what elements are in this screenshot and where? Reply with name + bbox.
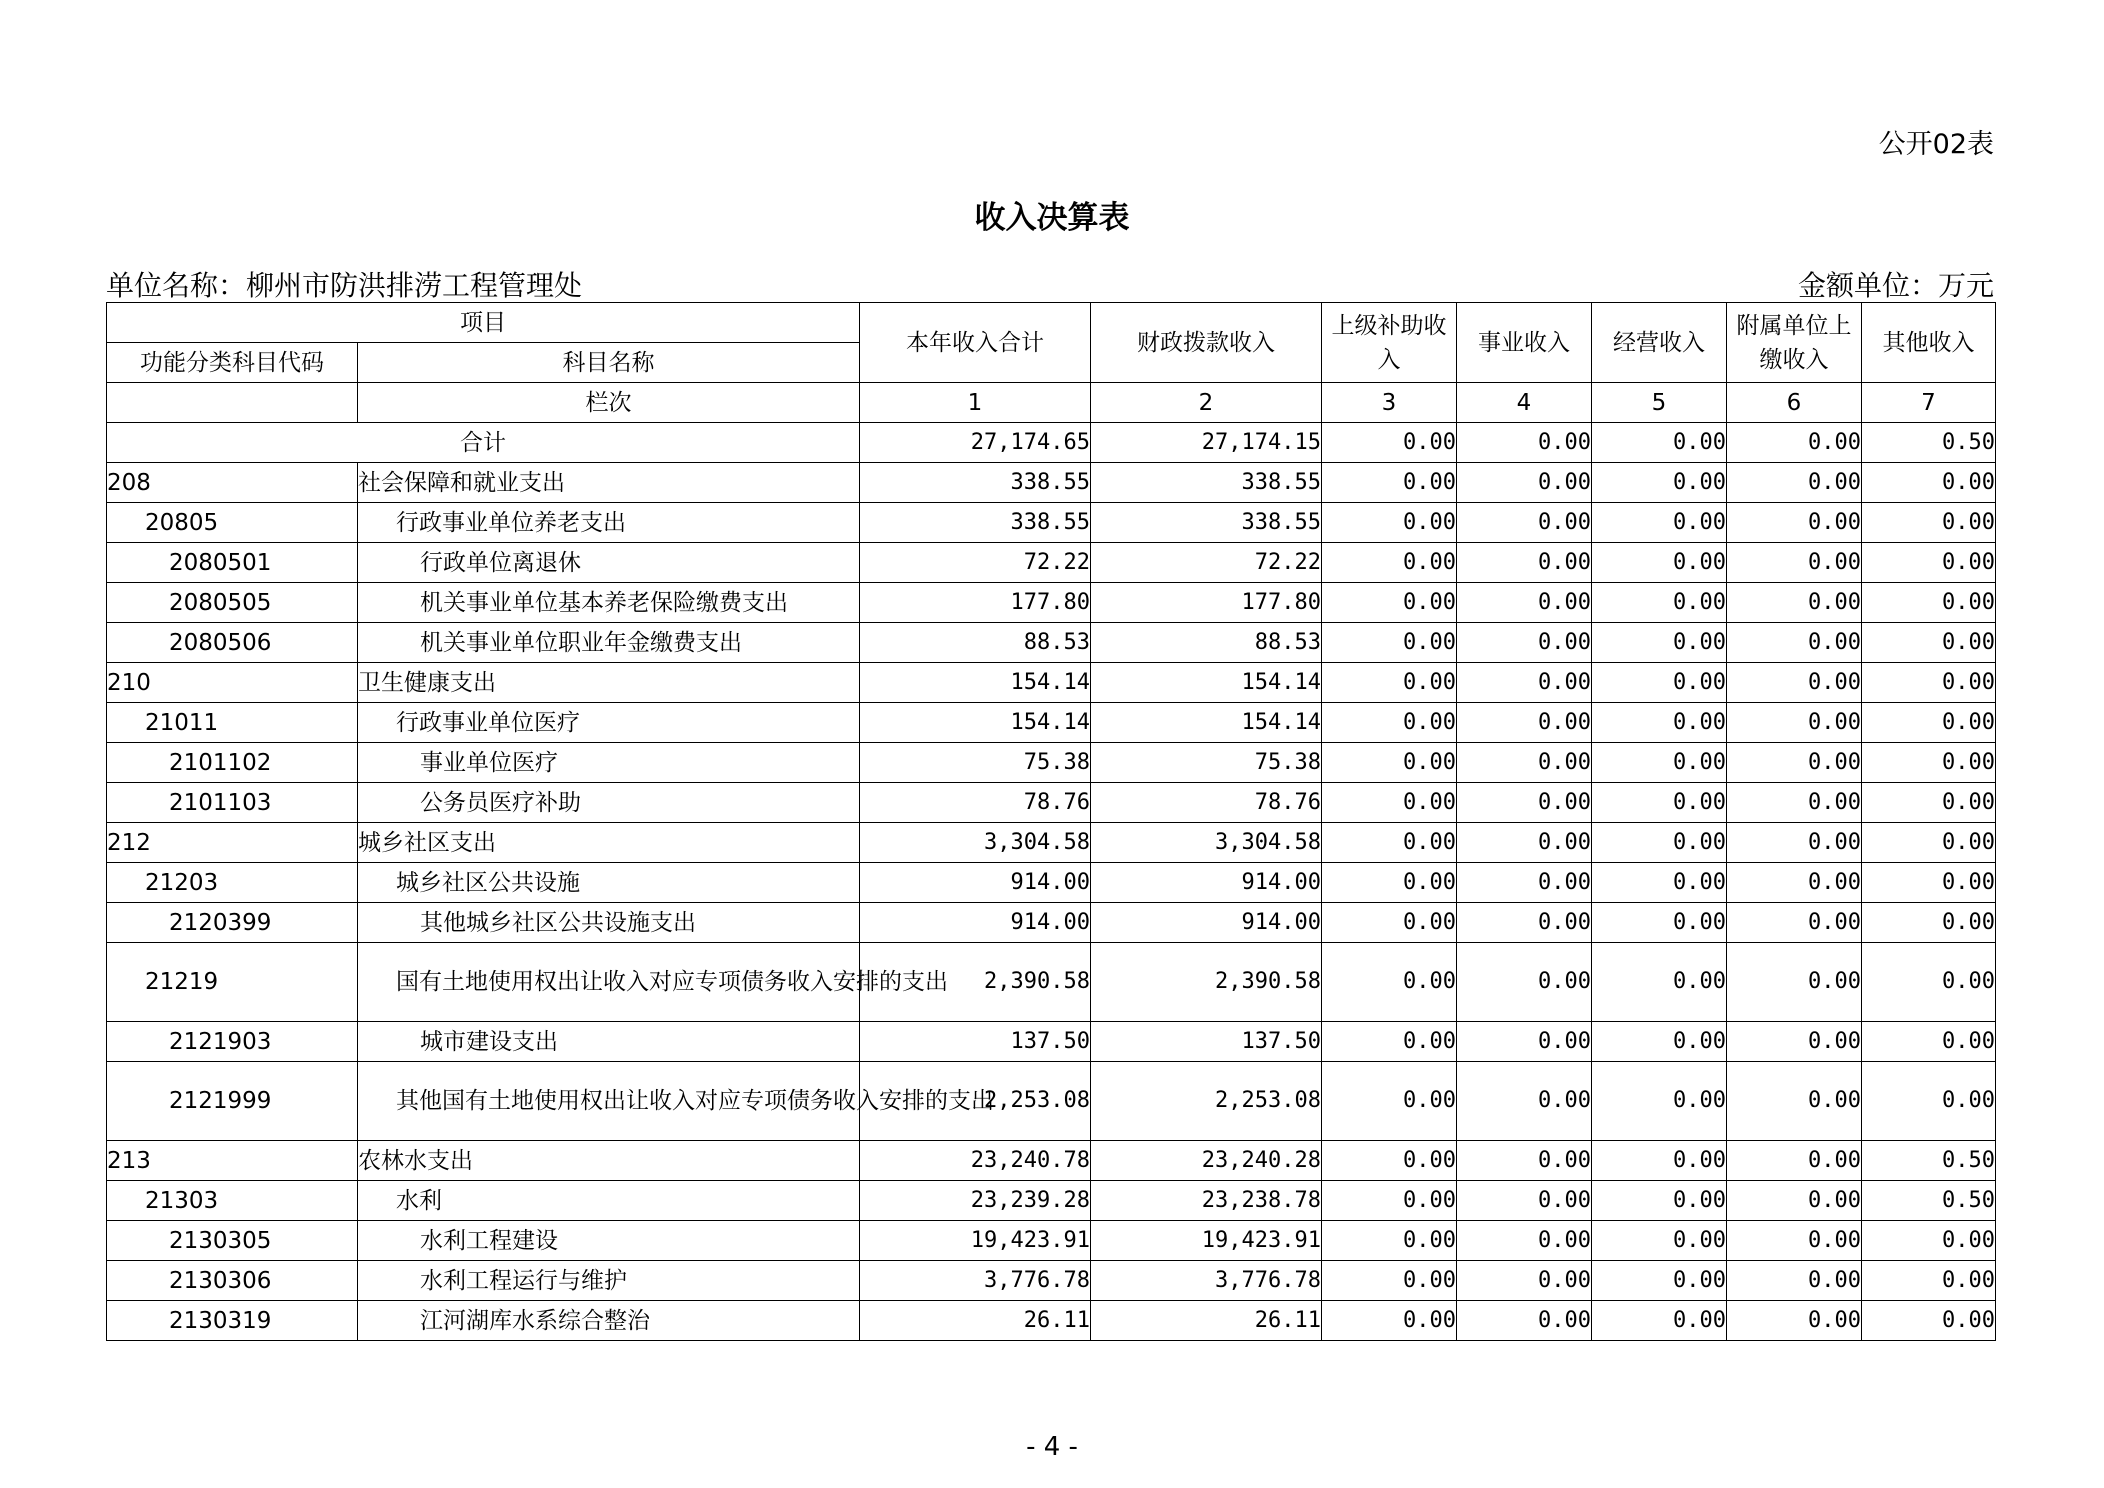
- column-number: 6: [1727, 383, 1862, 423]
- table-row: [107, 663, 1996, 703]
- amount-cell: 0.00: [1322, 1062, 1457, 1141]
- total-label: 合计: [107, 423, 860, 463]
- column-number-row: [107, 383, 1996, 423]
- amount-cell: 0.00: [1322, 1181, 1457, 1221]
- amount-cell: 0.00: [1592, 623, 1727, 663]
- function-code-cell: 2130306: [107, 1261, 358, 1301]
- amount-cell: 0.00: [1457, 1221, 1592, 1261]
- amount-cell: 0.00: [1727, 1022, 1862, 1062]
- function-code-cell: 2080506: [107, 623, 358, 663]
- amount-cell: 0.00: [1592, 663, 1727, 703]
- amount-cell: 3,304.58: [1091, 823, 1322, 863]
- amount-cell: 0.00: [1322, 1141, 1457, 1181]
- amount-cell: 0.00: [1322, 583, 1457, 623]
- function-code-cell: 210: [107, 663, 358, 703]
- amount-cell: 0.00: [1727, 703, 1862, 743]
- amount-cell: 914.00: [860, 863, 1091, 903]
- amount-cell: 72.22: [860, 543, 1091, 583]
- amount-cell: 26.11: [1091, 1301, 1322, 1341]
- table-row: [107, 1022, 1996, 1062]
- function-code-cell: 2120399: [107, 903, 358, 943]
- amount-unit: 金额单位：万元: [1797, 269, 1994, 302]
- header-other: 其他收入: [1862, 303, 1996, 383]
- total-value: 27,174.65: [860, 423, 1091, 463]
- function-code-cell: 21219: [107, 943, 358, 1022]
- amount-cell: 0.00: [1322, 1022, 1457, 1062]
- amount-cell: 0.00: [1862, 623, 1996, 663]
- amount-cell: 0.00: [1862, 663, 1996, 703]
- function-code-cell: 2130319: [107, 1301, 358, 1341]
- amount-cell: 23,238.78: [1091, 1181, 1322, 1221]
- amount-cell: 3,776.78: [860, 1261, 1091, 1301]
- unit-info-line: [106, 264, 1994, 304]
- page-number: - 4 -: [1026, 1432, 1078, 1462]
- amount-cell: 0.00: [1862, 903, 1996, 943]
- table-row: [107, 943, 1996, 1022]
- subject-name-cell: 水利工程建设: [358, 1221, 860, 1261]
- header-superior: 上级补助收入: [1322, 303, 1457, 383]
- amount-cell: 0.00: [1457, 1301, 1592, 1341]
- amount-cell: 0.00: [1457, 663, 1592, 703]
- amount-cell: 0.00: [1457, 1181, 1592, 1221]
- amount-cell: 914.00: [860, 903, 1091, 943]
- amount-cell: 0.00: [1862, 783, 1996, 823]
- amount-cell: 0.00: [1457, 583, 1592, 623]
- amount-cell: 0.00: [1592, 1022, 1727, 1062]
- amount-cell: 75.38: [860, 743, 1091, 783]
- amount-cell: 88.53: [1091, 623, 1322, 663]
- amount-cell: 177.80: [1091, 583, 1322, 623]
- amount-cell: 0.00: [1457, 863, 1592, 903]
- amount-cell: 2,390.58: [860, 943, 1091, 1022]
- amount-cell: 19,423.91: [1091, 1221, 1322, 1261]
- amount-cell: 0.00: [1727, 583, 1862, 623]
- amount-cell: 0.00: [1727, 503, 1862, 543]
- amount-cell: 0.50: [1862, 1141, 1996, 1181]
- amount-cell: 338.55: [1091, 463, 1322, 503]
- function-code-cell: 2080501: [107, 543, 358, 583]
- amount-cell: 0.00: [1862, 583, 1996, 623]
- total-value: 0.00: [1727, 423, 1862, 463]
- amount-cell: 0.00: [1592, 703, 1727, 743]
- amount-cell: 2,390.58: [1091, 943, 1322, 1022]
- amount-cell: 0.00: [1862, 823, 1996, 863]
- column-number: 2: [1091, 383, 1322, 423]
- amount-cell: 0.00: [1457, 823, 1592, 863]
- header-item: 项目: [107, 303, 860, 343]
- function-code-cell: 212: [107, 823, 358, 863]
- amount-cell: 137.50: [860, 1022, 1091, 1062]
- amount-cell: 0.00: [1322, 903, 1457, 943]
- amount-cell: 0.00: [1862, 863, 1996, 903]
- amount-cell: 0.00: [1727, 1301, 1862, 1341]
- amount-cell: 0.00: [1862, 943, 1996, 1022]
- total-value: 0.50: [1862, 423, 1996, 463]
- table-row: [107, 503, 1996, 543]
- header-operating: 经营收入: [1592, 303, 1727, 383]
- amount-cell: 23,239.28: [860, 1181, 1091, 1221]
- subject-name-cell: 农林水支出: [358, 1141, 860, 1181]
- amount-cell: 0.00: [1862, 1062, 1996, 1141]
- amount-cell: 0.00: [1592, 1261, 1727, 1301]
- subject-name-cell: 行政单位离退休: [358, 543, 860, 583]
- subject-name-cell: 城乡社区支出: [358, 823, 860, 863]
- amount-cell: 0.00: [1322, 463, 1457, 503]
- unit-name: 单位名称：柳州市防洪排涝工程管理处: [106, 269, 583, 302]
- amount-cell: 0.00: [1322, 663, 1457, 703]
- total-value: 0.00: [1457, 423, 1592, 463]
- total-row: [107, 423, 1996, 463]
- header-subject-name: 科目名称: [358, 343, 860, 383]
- amount-cell: 137.50: [1091, 1022, 1322, 1062]
- amount-cell: 0.00: [1457, 503, 1592, 543]
- amount-cell: 0.00: [1862, 1301, 1996, 1341]
- amount-cell: 0.00: [1322, 743, 1457, 783]
- amount-cell: 0.00: [1862, 1261, 1996, 1301]
- table-row: [107, 1301, 1996, 1341]
- table-row: [107, 463, 1996, 503]
- amount-cell: 19,423.91: [860, 1221, 1091, 1261]
- amount-cell: 2,253.08: [1091, 1062, 1322, 1141]
- subject-name-cell: 卫生健康支出: [358, 663, 860, 703]
- amount-cell: 0.00: [1457, 703, 1592, 743]
- subject-name-cell: 行政事业单位养老支出: [358, 503, 860, 543]
- table-row: [107, 1181, 1996, 1221]
- amount-cell: 0.00: [1457, 623, 1592, 663]
- amount-cell: 0.00: [1727, 1062, 1862, 1141]
- amount-cell: 72.22: [1091, 543, 1322, 583]
- header-fiscal: 财政拨款收入: [1091, 303, 1322, 383]
- income-table: [106, 302, 1996, 1341]
- amount-cell: 0.00: [1862, 463, 1996, 503]
- column-number: 3: [1322, 383, 1457, 423]
- table-row: [107, 823, 1996, 863]
- amount-cell: 914.00: [1091, 863, 1322, 903]
- subject-name-cell: 水利: [358, 1181, 860, 1221]
- column-number-blank: [107, 383, 358, 423]
- form-number: 公开02表: [1878, 129, 1994, 160]
- header-business: 事业收入: [1457, 303, 1592, 383]
- amount-cell: 0.00: [1457, 903, 1592, 943]
- subject-name-cell: 其他国有土地使用权出让收入对应专项债务收入安排的支出: [358, 1062, 860, 1141]
- header-total: 本年收入合计: [860, 303, 1091, 383]
- table-row: [107, 903, 1996, 943]
- table-row: [107, 1141, 1996, 1181]
- subject-name-cell: 事业单位医疗: [358, 743, 860, 783]
- amount-cell: 0.00: [1862, 703, 1996, 743]
- amount-cell: 0.00: [1592, 903, 1727, 943]
- amount-cell: 0.00: [1322, 1301, 1457, 1341]
- amount-cell: 0.00: [1727, 903, 1862, 943]
- amount-cell: 0.50: [1862, 1181, 1996, 1221]
- amount-cell: 0.00: [1322, 1261, 1457, 1301]
- amount-cell: 0.00: [1592, 583, 1727, 623]
- amount-cell: 0.00: [1457, 1261, 1592, 1301]
- amount-cell: 88.53: [860, 623, 1091, 663]
- amount-cell: 0.00: [1322, 503, 1457, 543]
- amount-cell: 0.00: [1592, 463, 1727, 503]
- table-row: [107, 743, 1996, 783]
- table-row: [107, 623, 1996, 663]
- header-affiliate: 附属单位上缴收入: [1727, 303, 1862, 383]
- amount-cell: 0.00: [1727, 863, 1862, 903]
- amount-cell: 23,240.78: [860, 1141, 1091, 1181]
- amount-cell: 0.00: [1727, 1261, 1862, 1301]
- subject-name-cell: 行政事业单位医疗: [358, 703, 860, 743]
- page-title: 收入决算表: [974, 200, 1130, 236]
- column-number: 1: [860, 383, 1091, 423]
- column-number-label: 栏次: [358, 383, 860, 423]
- amount-cell: 0.00: [1322, 1221, 1457, 1261]
- amount-cell: 177.80: [860, 583, 1091, 623]
- amount-cell: 0.00: [1592, 503, 1727, 543]
- amount-cell: 0.00: [1727, 743, 1862, 783]
- amount-cell: 0.00: [1862, 743, 1996, 783]
- amount-cell: 2,253.08: [860, 1062, 1091, 1141]
- amount-cell: 154.14: [1091, 703, 1322, 743]
- amount-cell: 0.00: [1322, 623, 1457, 663]
- table-row: [107, 783, 1996, 823]
- amount-cell: 0.00: [1592, 1062, 1727, 1141]
- function-code-cell: 208: [107, 463, 358, 503]
- amount-cell: 0.00: [1322, 703, 1457, 743]
- amount-cell: 0.00: [1457, 943, 1592, 1022]
- amount-cell: 0.00: [1592, 783, 1727, 823]
- subject-name-cell: 城市建设支出: [358, 1022, 860, 1062]
- table-row: [107, 543, 1996, 583]
- amount-cell: 338.55: [1091, 503, 1322, 543]
- column-number: 4: [1457, 383, 1592, 423]
- amount-cell: 0.00: [1592, 743, 1727, 783]
- amount-cell: 23,240.28: [1091, 1141, 1322, 1181]
- amount-cell: 0.00: [1322, 943, 1457, 1022]
- amount-cell: 154.14: [860, 663, 1091, 703]
- function-code-cell: 2101103: [107, 783, 358, 823]
- amount-cell: 0.00: [1457, 1022, 1592, 1062]
- amount-cell: 0.00: [1727, 1141, 1862, 1181]
- function-code-cell: 2121903: [107, 1022, 358, 1062]
- subject-name-cell: 社会保障和就业支出: [358, 463, 860, 503]
- amount-cell: 154.14: [860, 703, 1091, 743]
- amount-cell: 0.00: [1862, 543, 1996, 583]
- amount-cell: 0.00: [1862, 1221, 1996, 1261]
- subject-name-cell: 江河湖库水系综合整治: [358, 1301, 860, 1341]
- header-row-1: [107, 303, 1996, 343]
- subject-name-cell: 公务员医疗补助: [358, 783, 860, 823]
- function-code-cell: 20805: [107, 503, 358, 543]
- amount-cell: 0.00: [1862, 503, 1996, 543]
- amount-cell: 914.00: [1091, 903, 1322, 943]
- table-row: [107, 1221, 1996, 1261]
- amount-cell: 0.00: [1727, 463, 1862, 503]
- amount-cell: 0.00: [1727, 823, 1862, 863]
- amount-cell: 0.00: [1592, 943, 1727, 1022]
- function-code-cell: 21203: [107, 863, 358, 903]
- function-code-cell: 21303: [107, 1181, 358, 1221]
- amount-cell: 26.11: [860, 1301, 1091, 1341]
- amount-cell: 0.00: [1862, 1022, 1996, 1062]
- amount-cell: 0.00: [1727, 943, 1862, 1022]
- amount-cell: 0.00: [1592, 863, 1727, 903]
- amount-cell: 0.00: [1592, 1181, 1727, 1221]
- amount-cell: 0.00: [1322, 863, 1457, 903]
- subject-name-cell: 城乡社区公共设施: [358, 863, 860, 903]
- subject-name-cell: 水利工程运行与维护: [358, 1261, 860, 1301]
- amount-cell: 0.00: [1727, 1221, 1862, 1261]
- amount-cell: 0.00: [1727, 663, 1862, 703]
- amount-cell: 78.76: [1091, 783, 1322, 823]
- amount-cell: 0.00: [1457, 1062, 1592, 1141]
- amount-cell: 0.00: [1322, 543, 1457, 583]
- function-code-cell: 2121999: [107, 1062, 358, 1141]
- total-value: 0.00: [1322, 423, 1457, 463]
- function-code-cell: 2101102: [107, 743, 358, 783]
- amount-cell: 0.00: [1592, 543, 1727, 583]
- subject-name-cell: 国有土地使用权出让收入对应专项债务收入安排的支出: [358, 943, 860, 1022]
- amount-cell: 0.00: [1322, 783, 1457, 823]
- amount-cell: 0.00: [1592, 1141, 1727, 1181]
- table-row: [107, 1062, 1996, 1141]
- amount-cell: 3,304.58: [860, 823, 1091, 863]
- amount-cell: 0.00: [1727, 623, 1862, 663]
- function-code-cell: 2080505: [107, 583, 358, 623]
- function-code-cell: 21011: [107, 703, 358, 743]
- amount-cell: 0.00: [1457, 783, 1592, 823]
- total-value: 0.00: [1592, 423, 1727, 463]
- amount-cell: 0.00: [1457, 743, 1592, 783]
- amount-cell: 0.00: [1592, 823, 1727, 863]
- table-row: [107, 703, 1996, 743]
- amount-cell: 0.00: [1592, 1301, 1727, 1341]
- subject-name-cell: 其他城乡社区公共设施支出: [358, 903, 860, 943]
- function-code-cell: 213: [107, 1141, 358, 1181]
- amount-cell: 0.00: [1592, 1221, 1727, 1261]
- table-row: [107, 863, 1996, 903]
- column-number: 7: [1862, 383, 1996, 423]
- amount-cell: 154.14: [1091, 663, 1322, 703]
- table-row: [107, 1261, 1996, 1301]
- column-number: 5: [1592, 383, 1727, 423]
- header-func-code: 功能分类科目代码: [107, 343, 358, 383]
- table-row: [107, 583, 1996, 623]
- amount-cell: 78.76: [860, 783, 1091, 823]
- amount-cell: 0.00: [1457, 543, 1592, 583]
- total-value: 27,174.15: [1091, 423, 1322, 463]
- amount-cell: 0.00: [1727, 1181, 1862, 1221]
- amount-cell: 0.00: [1322, 823, 1457, 863]
- amount-cell: 3,776.78: [1091, 1261, 1322, 1301]
- function-code-cell: 2130305: [107, 1221, 358, 1261]
- subject-name-cell: 机关事业单位基本养老保险缴费支出: [358, 583, 860, 623]
- amount-cell: 75.38: [1091, 743, 1322, 783]
- amount-cell: 0.00: [1457, 463, 1592, 503]
- subject-name-cell: 机关事业单位职业年金缴费支出: [358, 623, 860, 663]
- amount-cell: 0.00: [1727, 783, 1862, 823]
- amount-cell: 338.55: [860, 503, 1091, 543]
- amount-cell: 0.00: [1727, 543, 1862, 583]
- amount-cell: 0.00: [1457, 1141, 1592, 1181]
- amount-cell: 338.55: [860, 463, 1091, 503]
